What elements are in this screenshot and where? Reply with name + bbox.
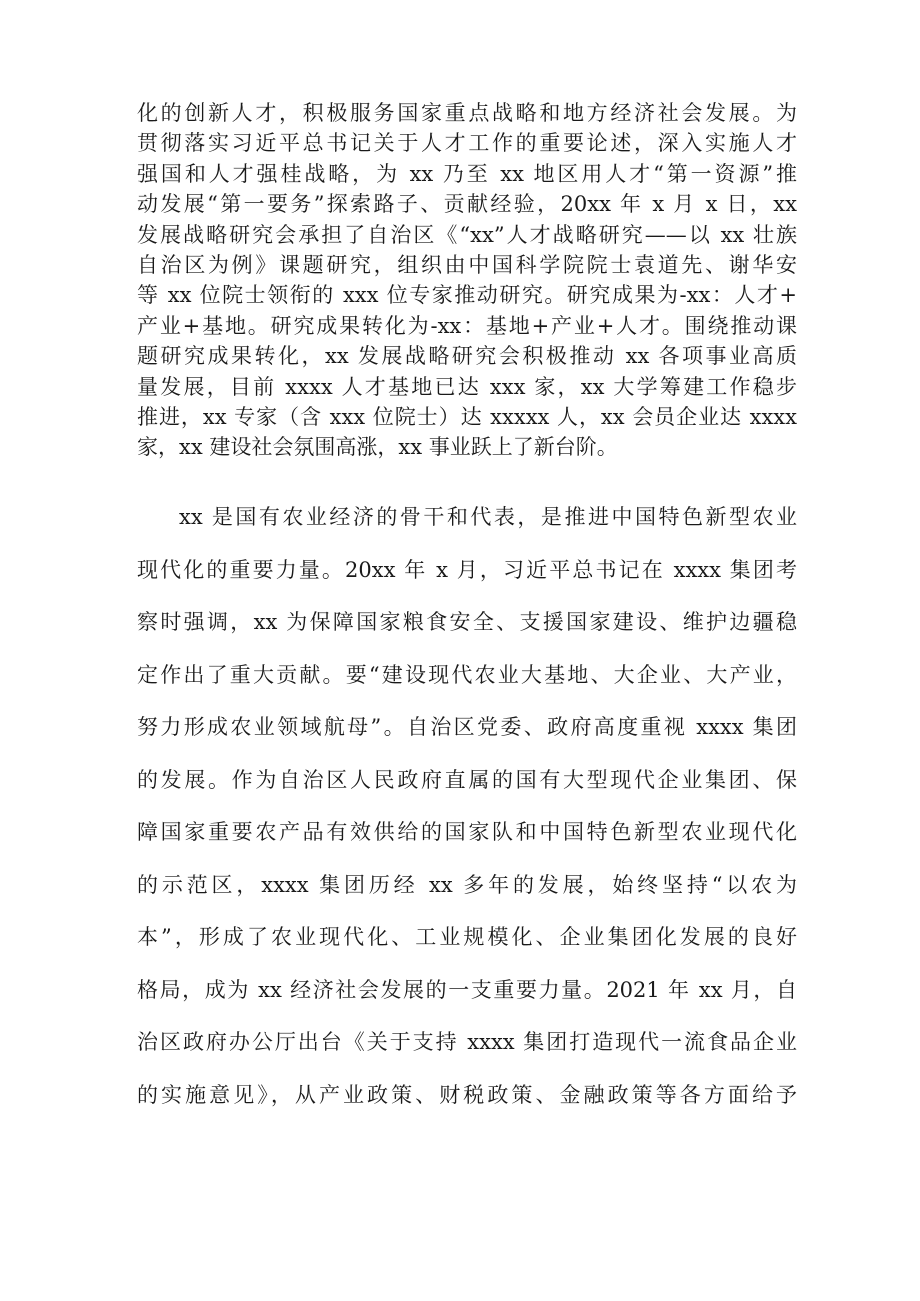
text-line: 的示范区，xxxx 集团历经 xx 多年的发展，始终坚持“以农为 xyxy=(137,872,797,897)
text-line: 现代化的重要力量。20xx 年 x 月，习近平总书记在 xxxx 集团考 xyxy=(137,557,797,582)
text-line: 题研究成果转化，xx 发展战略研究会积极推动 xx 各项事业高质 xyxy=(137,344,797,369)
text-line: 治区政府办公厅出台《关于支持 xxxx 集团打造现代一流食品企业 xyxy=(137,1030,797,1054)
text-line: 定作出了重大贡献。要“建设现代农业大基地、大企业、大产业， xyxy=(137,662,797,687)
text-line: 化的创新人才，积极服务国家重点战略和地方经济社会发展。为 xyxy=(137,101,797,125)
text-line: 努力形成农业领域航母”。自治区党委、政府高度重视 xxxx 集团 xyxy=(137,715,797,739)
paragraph-agriculture-group xyxy=(137,491,797,1121)
text-line: 自治区为例》课题研究，组织由中国科学院院士袁道先、谢华安 xyxy=(137,253,797,278)
text-line: 障国家重要农产品有效供给的国家队和中国特色新型农业现代化 xyxy=(137,820,797,844)
text-line: xx 是国有农业经济的骨干和代表，是推进中国特色新型农业 xyxy=(179,505,797,529)
text-line: 发展战略研究会承担了自治区《“xx”人才战略研究——以 xx 壮族 xyxy=(137,222,797,247)
text-line: 量发展，目前 xxxx 人才基地已达 xxx 家，xx 大学筹建工作稳步 xyxy=(137,374,797,399)
text-line: 推进，xx 专家（含 xxx 位院士）达 xxxxx 人，xx 会员企业达 xxxx xyxy=(137,405,797,430)
text-line: 的发展。作为自治区人民政府直属的国有大型现代企业集团、保 xyxy=(137,767,797,792)
text-line: 家，xx 建设社会氛围高涨，xx 事业跃上了新台阶。 xyxy=(137,435,618,460)
text-line: 的实施意见》，从产业政策、财税政策、金融政策等各方面给予 xyxy=(137,1082,797,1107)
text-line: 格局，成为 xx 经济社会发展的一支重要力量。2021 年 xx 月，自 xyxy=(137,977,797,1002)
text-line: 强国和人才强桂战略，为 xx 乃至 xx 地区用人才“第一资源”推 xyxy=(137,161,797,186)
text-line: 贯彻落实习近平总书记关于人才工作的重要论述，深入实施人才 xyxy=(137,131,797,156)
text-line: 动发展“第一要务”探索路子、贡献经验，20xx 年 x 月 x 日，xx xyxy=(137,192,797,217)
text-line: 本”，形成了农业现代化、工业规模化、企业集团化发展的良好 xyxy=(137,925,797,949)
text-line: 等 xx 位院士领衔的 xxx 位专家推动研究。研究成果为-xx：人才+ xyxy=(137,283,797,308)
paragraph-talent-strategy xyxy=(137,98,797,463)
text-line: 产业+基地。研究成果转化为-xx：基地+产业+人才。围绕推动课 xyxy=(137,313,797,338)
text-line: 察时强调，xx 为保障国家粮食安全、支援国家建设、维护边疆稳 xyxy=(137,610,797,634)
